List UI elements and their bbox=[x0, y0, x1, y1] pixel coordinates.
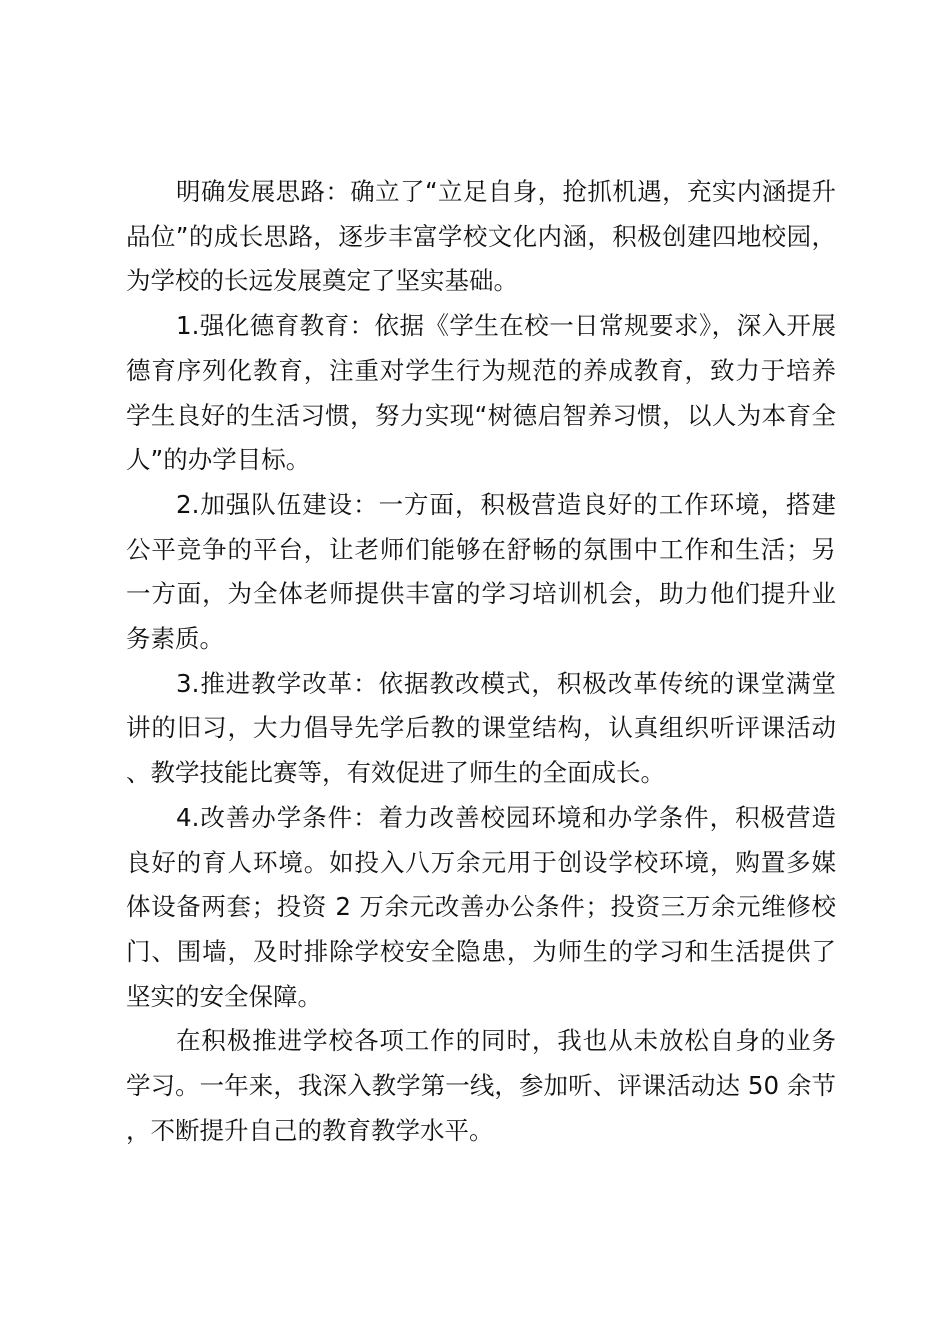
paragraph-moral-education: 1.强化德育教育：依据《学生在校一日常规要求》，深入开展德育序列化教育，注重对学生行为规范的养成教育，致力于培养学生良好的生活习惯，努力实现“树德启智养习惯，以人为本育全人”的办学目标。 bbox=[126, 311, 836, 475]
paragraph-school-conditions: 4.改善办学条件：着力改善校园环境和办学条件，积极营造良好的育人环境。如投入八万余元用于创设学校环境，购置多媒体设备两套；投资 2 万余元改善办公条件；投资三万余元维修校门、围墙，及时排除学校安全隐患，为师生的学习和生活提供了坚实的安全保障。 bbox=[126, 802, 836, 1011]
document-body bbox=[126, 170, 836, 1153]
paragraph-teaching-reform: 3.推进教学改革：依据教改模式，积极改革传统的课堂满堂讲的旧习，大力倡导先学后教的课堂结构，认真组织听评课活动、教学技能比赛等，有效促进了师生的全面成长。 bbox=[126, 668, 836, 788]
paragraph-team-building: 2.加强队伍建设：一方面，积极营造良好的工作环境，搭建公平竞争的平台，让老师们能够在舒畅的氛围中工作和生活；另一方面，为全体老师提供丰富的学习培训机会，助力他们提升业务素质。 bbox=[126, 489, 836, 654]
paragraph-development-ideas: 明确发展思路：确立了“立足自身，抢抓机遇，充实内涵提升品位”的成长思路，逐步丰富学校文化内涵，积极创建四地校园，为学校的长远发展奠定了坚实基础。 bbox=[126, 177, 836, 296]
paragraph-personal-study: 在积极推进学校各项工作的同时，我也从未放松自身的业务学习。一年来，我深入教学第一线，参加听、评课活动达 50 余节，不断提升自己的教育教学水平。 bbox=[126, 1026, 836, 1145]
